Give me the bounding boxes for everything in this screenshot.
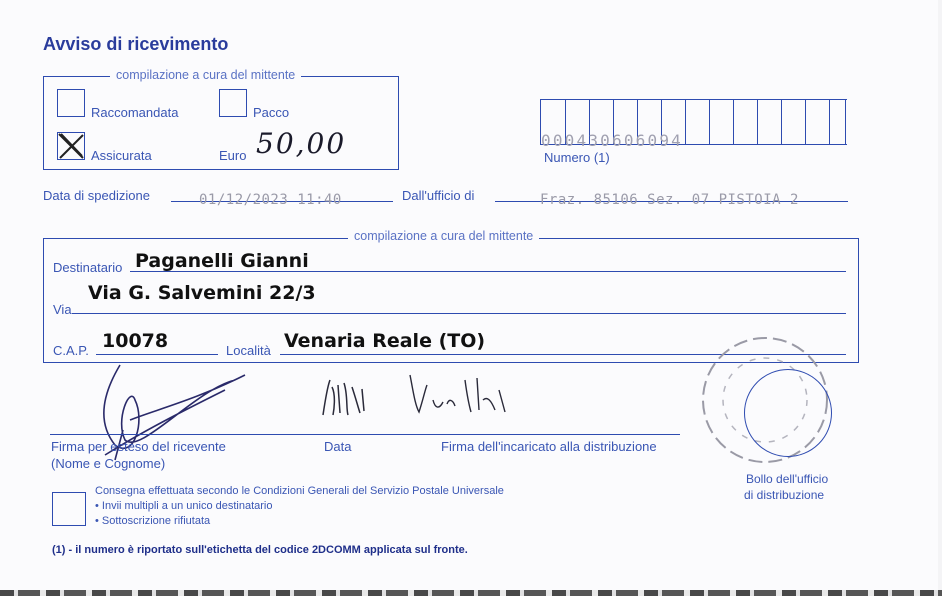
- pacco-checkbox[interactable]: [219, 89, 247, 117]
- recipient-legend: compilazione a cura del mittente: [348, 229, 539, 243]
- data-handwriting: [318, 375, 378, 425]
- signatures-line: [50, 434, 680, 435]
- consegna-line-2: • Invii multipli a un unico destinatario: [95, 500, 273, 512]
- localita-value: Venaria Reale (TO): [284, 330, 486, 352]
- raccomandata-checkbox[interactable]: [57, 89, 85, 117]
- localita-label: Località: [226, 343, 271, 358]
- form-title: Avviso di ricevimento: [43, 34, 229, 54]
- scan-edge: [0, 590, 942, 596]
- via-value: Via G. Salvemini 22/3: [88, 282, 316, 304]
- bollo-circle: [744, 369, 832, 457]
- euro-label: Euro: [219, 148, 247, 163]
- data-label: Data: [324, 439, 352, 454]
- pacco-label: Pacco: [253, 105, 290, 120]
- numero-label: Numero (1): [544, 150, 610, 165]
- via-label: Via: [53, 302, 72, 317]
- destinatario-line: [130, 271, 846, 272]
- ufficio-label: Dall'ufficio di: [402, 188, 475, 203]
- footnote: (1) - il numero è riportato sull'etichetta del codice 2DCOMM applicata sul fronte.: [52, 544, 468, 556]
- firma-label-1: Firma per esteso del ricevente: [51, 439, 226, 454]
- sender-legend: compilazione a cura del mittente: [110, 68, 301, 82]
- cap-label: C.A.P.: [53, 343, 89, 358]
- ufficio-value: Fraz. 85106 Sez. 07 PISTOIA 2: [540, 192, 799, 208]
- numero-value: 000430606094: [541, 131, 683, 150]
- bollo-label-1: Bollo dell'ufficio: [746, 472, 829, 486]
- cap-line: [96, 354, 218, 355]
- raccomandata-label: Raccomandata: [91, 105, 179, 120]
- incaricato-signature: [405, 370, 525, 420]
- bollo-label-2: di distribuzione: [744, 488, 825, 502]
- cap-value: 10078: [102, 330, 169, 352]
- incaricato-label: Firma dell'incaricato alla distribuzione: [441, 439, 657, 454]
- data-spedizione-label: Data di spedizione: [43, 188, 150, 203]
- consegna-line-3: • Sottoscrizione rifiutata: [95, 515, 211, 527]
- destinatario-label: Destinatario: [53, 260, 123, 275]
- euro-value-handwritten: 50,00: [256, 127, 347, 160]
- via-line: [72, 313, 846, 314]
- firma-label-2: (Nome e Cognome): [51, 456, 166, 471]
- consegna-checkbox[interactable]: [52, 492, 86, 526]
- destinatario-value: Paganelli Gianni: [135, 250, 309, 272]
- assicurata-label: Assicurata: [91, 148, 152, 163]
- consegna-line-1: Consegna effettuata secondo le Condizioni Generali del Servizio Postale Universale: [95, 485, 504, 497]
- data-spedizione-value: 01/12/2023 11:40: [199, 192, 342, 208]
- checkmark-x-icon: [57, 132, 85, 160]
- assicurata-checkbox[interactable]: [57, 132, 85, 160]
